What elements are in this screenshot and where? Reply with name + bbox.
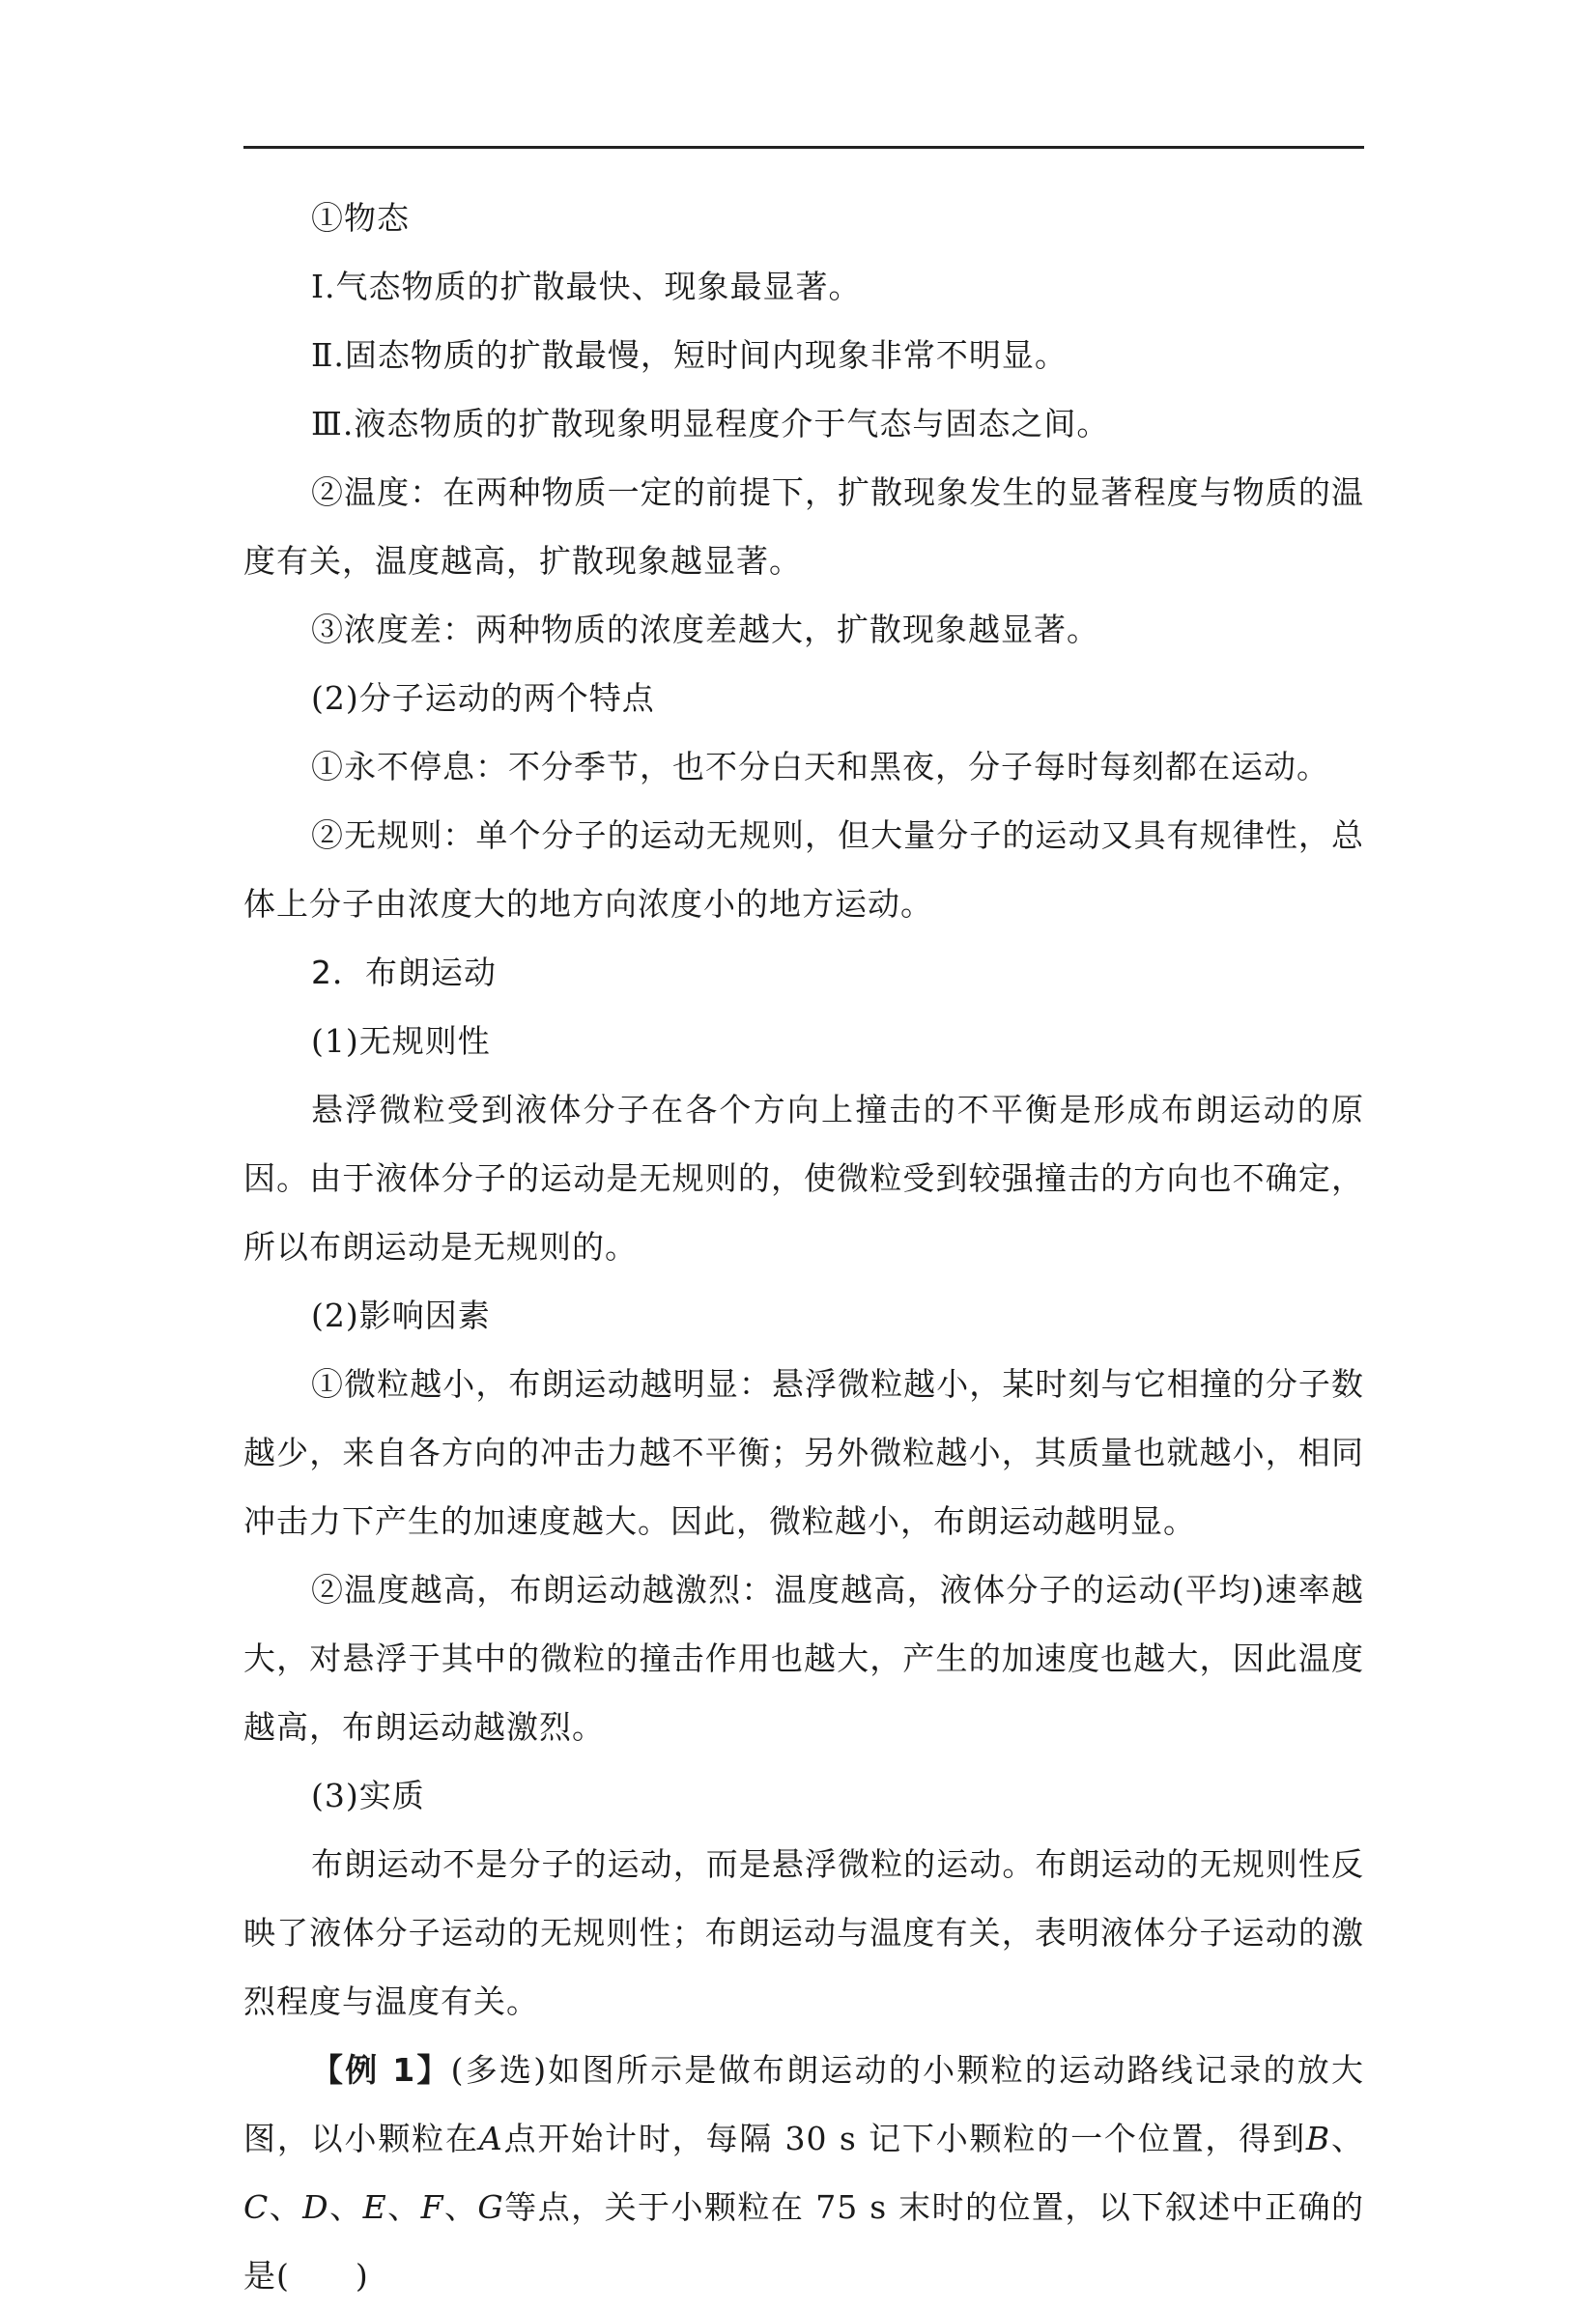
paragraph-state: ①物态 <box>311 199 410 237</box>
paragraph-essence: 布朗运动不是分子的运动，而是悬浮微粒的运动。布朗运动的无规则性反映了液体分子运动的无规则性；布朗运动与温度有关，表明液体分子运动的激烈程度与温度有关。 <box>243 1845 1364 2020</box>
example-question <box>243 2036 1364 2310</box>
separator: 、 <box>386 2188 421 2226</box>
paragraph-liquid: Ⅲ.液态物质的扩散现象明显程度介于气态与固态之间。 <box>311 405 1110 442</box>
paragraph-particle-size: ①微粒越小，布朗运动越明显：悬浮微粒越小，某时刻与它相撞的分子数越少，来自各方向的冲击力越不平衡；另外微粒越小，其质量也就越小，相同冲击力下产生的加速度越大。因此，微粒越小，布朗运动越明显。 <box>243 1365 1364 1540</box>
separator: 、 <box>443 2188 478 2226</box>
separator: 、 <box>1330 2120 1365 2157</box>
subheading-irregularity: (1)无规则性 <box>311 1022 491 1060</box>
paragraph-brownian-cause: 悬浮微粒受到液体分子在各个方向上撞击的不平衡是形成布朗运动的原因。由于液体分子的运动是无规则的，使微粒受到较强撞击的方向也不确定，所以布朗运动是无规则的。 <box>243 1091 1364 1266</box>
example-text-1: (多选)如图所示是做布朗运动的小颗粒的运动路线记录的放大图，以小颗粒在 <box>243 2051 1364 2157</box>
subheading-molecular-motion: (2)分子运动的两个特点 <box>311 679 655 717</box>
example-text-2: 点开始计时，每隔 30 s 记下小颗粒的一个位置，得到 <box>502 2120 1306 2157</box>
example-label: 【例 1】 <box>311 2051 451 2089</box>
point-f: F <box>420 2188 444 2226</box>
header-rule <box>243 146 1364 149</box>
body-text <box>243 184 1364 2310</box>
paragraph-gas: Ⅰ.气态物质的扩散最快、现象最显著。 <box>311 268 862 305</box>
section-heading-brownian: 2．布朗运动 <box>311 954 497 991</box>
paragraph-concentration: ③浓度差：两种物质的浓度差越大，扩散现象越显著。 <box>311 611 1099 648</box>
point-e: E <box>362 2188 387 2226</box>
point-a: A <box>478 2120 503 2157</box>
paragraph-irregular: ②无规则：单个分子的运动无规则，但大量分子的运动又具有规律性，总体上分子由浓度大的地方向浓度小的地方运动。 <box>243 816 1364 923</box>
paragraph-solid: Ⅱ.固态物质的扩散最慢，短时间内现象非常不明显。 <box>311 336 1068 374</box>
paragraph-never-stop: ①永不停息：不分季节，也不分白天和黑夜，分子每时每刻都在运动。 <box>311 748 1329 785</box>
separator: 、 <box>269 2188 303 2226</box>
subheading-essence: (3)实质 <box>311 1777 425 1814</box>
paragraph-temperature: ②温度：在两种物质一定的前提下，扩散现象发生的显著程度与物质的温度有关，温度越高，扩散现象越显著。 <box>243 473 1364 580</box>
point-d: D <box>302 2188 329 2226</box>
example-text-3: 等点，关于小颗粒在 75 s 末时的位置，以下叙述中正确的是( ) <box>243 2188 1365 2295</box>
subheading-factors: (2)影响因素 <box>311 1297 491 1334</box>
point-b: B <box>1305 2120 1331 2157</box>
point-g: G <box>477 2188 504 2226</box>
separator: 、 <box>328 2188 363 2226</box>
paragraph-temperature-effect: ②温度越高，布朗运动越激烈：温度越高，液体分子的运动(平均)速率越大，对悬浮于其中的微粒的撞击作用也越大，产生的加速度也越大，因此温度越高，布朗运动越激烈。 <box>243 1571 1364 1746</box>
point-c: C <box>243 2188 270 2226</box>
